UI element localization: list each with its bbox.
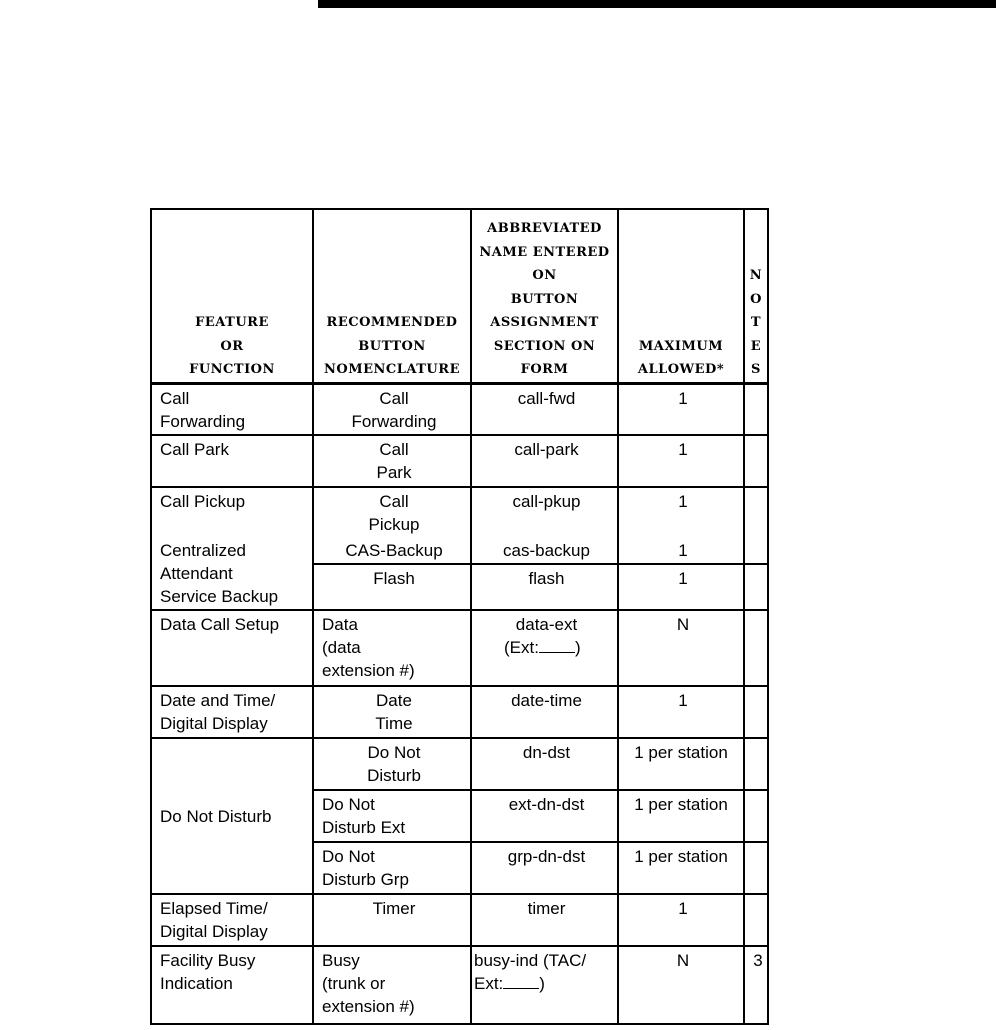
abbr-cell: ext-dn-dst xyxy=(508,795,585,814)
feature-cell: Data Call Setup xyxy=(160,615,280,634)
feature-cell: Do Not Disturb xyxy=(160,807,272,826)
max-cell: 1 per station xyxy=(634,743,728,762)
table-row xyxy=(151,946,768,1024)
button-cell: Call Pickup xyxy=(368,492,420,534)
abbr-cell-line1: data-ext xyxy=(515,615,578,634)
max-cell: 1 xyxy=(678,440,688,459)
table-row xyxy=(151,383,768,435)
header-notes: N O T E S xyxy=(744,209,768,383)
table-row xyxy=(151,539,768,564)
abbr-cell-line2 xyxy=(480,636,613,659)
feature-cell: Call Park xyxy=(160,440,229,459)
header-button-nomenclature: RECOMMENDED BUTTON NOMENCLATURE xyxy=(313,209,471,383)
table-row xyxy=(151,435,768,487)
button-cell: Call Park xyxy=(376,440,412,482)
feature-cell: Call Pickup xyxy=(160,492,246,511)
button-assignment-table xyxy=(150,208,769,1025)
table-row xyxy=(151,686,768,738)
button-cell: Timer xyxy=(372,899,416,918)
abbr-prefix: Ext: xyxy=(474,974,504,993)
feature-cell: Date and Time/ Digital Display xyxy=(160,691,276,733)
max-cell: 1 xyxy=(678,492,688,511)
abbr-cell: cas-backup xyxy=(503,541,590,560)
table-row xyxy=(151,487,768,539)
header-abbreviated-name: ABBREVIATED NAME ENTERED ON BUTTON ASSIGNMENT SECTION ON FORM xyxy=(471,209,618,383)
fill-in-blank xyxy=(539,637,575,653)
abbr-cell: date-time xyxy=(511,691,582,710)
max-cell: N xyxy=(676,951,690,970)
feature-cell: Call Forwarding xyxy=(160,388,246,431)
max-cell: 1 per station xyxy=(634,795,728,814)
header-feature: FEATURE OR FUNCTION xyxy=(151,209,313,383)
max-cell: 1 xyxy=(678,569,688,588)
header-maximum-allowed: MAXIMUM ALLOWED* xyxy=(618,209,744,383)
table-row xyxy=(151,894,768,946)
button-cell: Date Time xyxy=(375,691,413,733)
max-cell: 1 xyxy=(678,691,688,710)
abbr-cell-line1: busy-ind (TAC/ xyxy=(474,951,587,970)
button-cell: Call Forwarding xyxy=(351,388,437,431)
button-cell: Do Not Disturb xyxy=(367,743,421,785)
max-cell: 1 per station xyxy=(634,847,728,866)
abbr-cell: flash xyxy=(528,569,565,588)
table-row xyxy=(151,610,768,686)
button-cell: CAS-Backup xyxy=(345,541,443,560)
abbr-cell: call-fwd xyxy=(517,388,576,408)
max-cell: 1 xyxy=(678,899,688,918)
abbr-cell: timer xyxy=(527,899,566,918)
max-cell: 1 xyxy=(678,388,688,408)
abbr-cell-line2 xyxy=(474,972,613,995)
abbr-suffix: ) xyxy=(574,638,581,657)
notes-cell: 3 xyxy=(753,951,763,970)
abbr-prefix: (Ext: xyxy=(504,638,539,657)
feature-cell: Facility Busy Indication xyxy=(160,951,256,993)
abbr-suffix: ) xyxy=(539,974,545,993)
button-cell: Do Not Disturb Ext xyxy=(322,795,406,837)
button-cell: Data (data extension #) xyxy=(322,615,415,680)
feature-cell: Centralized Attendant Service Backup xyxy=(160,541,279,606)
feature-cell: Elapsed Time/ Digital Display xyxy=(160,899,268,941)
max-cell: N xyxy=(676,615,690,634)
abbr-cell: call-pkup xyxy=(512,492,581,511)
button-cell: Do Not Disturb Grp xyxy=(322,847,409,889)
abbr-cell: grp-dn-dst xyxy=(507,847,586,866)
max-cell: 1 xyxy=(678,541,688,560)
top-rule xyxy=(318,0,996,8)
abbr-cell: dn-dst xyxy=(522,743,571,762)
table-row xyxy=(151,738,768,790)
fill-in-blank xyxy=(503,973,539,989)
button-cell: Busy (trunk or extension #) xyxy=(322,951,415,1016)
abbr-cell: call-park xyxy=(514,440,579,459)
button-cell: Flash xyxy=(373,569,415,588)
header-row xyxy=(151,209,768,383)
